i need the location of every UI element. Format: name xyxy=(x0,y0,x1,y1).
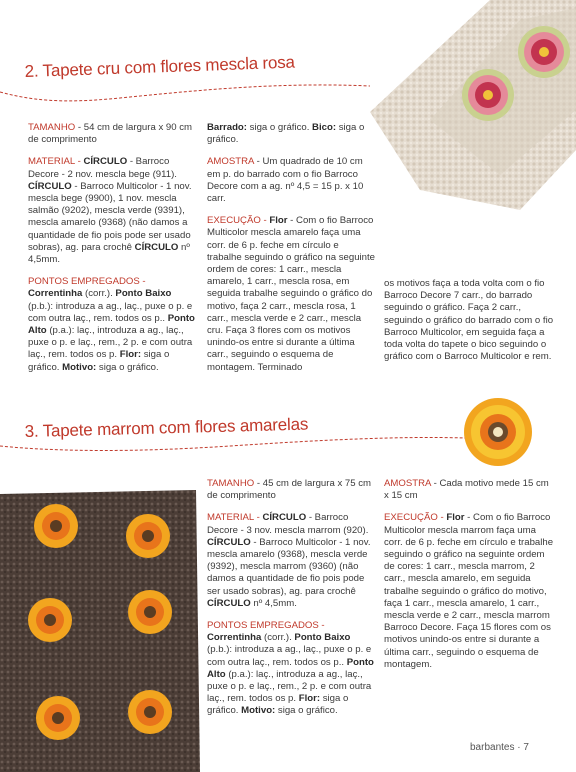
s2-barrado: Barrado: siga o gráfico. Bico: siga o gráfico. xyxy=(207,122,365,146)
yellow-flower-4 xyxy=(128,590,172,634)
s2-execucao-cont: os motivos faça a toda volta com o fio Barroco Decore 7 carr., do barrado seguindo o gráfico. Faça 2 carr., seguindo o gráfico do barrado com o fio Barroco Multicolor, em seguida faça a toda volta do tapete o bico seguindo o gráfico com o Barroco Multicolor e rem. xyxy=(384,278,554,363)
pink-flower-1 xyxy=(462,69,514,121)
s2-execucao: EXECUÇÃO - Flor - Com o fio Barroco Multicolor mescla amarelo faça uma corr. de 6 p. feche em círculo e trabalhe seguindo o gráfico na seguinte ordem de cores: 1 carr., mescla amarelo, 1 carr., mescla rosa, em seguida trabalhe seguindo o gráfico do motivo, faça 2 carr., mescla rosa, 1 carr., mescla verde e 2 carr., mescla cru. Faça 3 flores com os motivos unindo-os entre si durante a última carr., seguindo o esquema de montagem. Terminado xyxy=(207,215,376,373)
s2-pontos: PONTOS EMPREGADOS - Correntinha (corr.). Ponto Baixo (p.b.): introduza a ag., laç., puxe o p. e com outra laç., rem. todos os p.. Ponto Alto (p.a.): laç., introduza a ag., laç., puxe o p. e laç., rem., 2 p. e com outra laç., rem. todos os p. Flor: siga o gráfico. Motivo: siga o gráfico. xyxy=(28,276,195,373)
yellow-flower-photo xyxy=(462,396,534,468)
rug-brown-flowers-photo xyxy=(0,490,200,772)
page-footer xyxy=(470,742,529,753)
footer-brand: barbantes xyxy=(470,742,515,753)
section2-column-2 xyxy=(207,122,375,384)
section2-column-1 xyxy=(28,122,196,384)
yellow-flower-1 xyxy=(34,504,78,548)
page-number: 7 xyxy=(523,742,529,753)
section3-column-2 xyxy=(384,478,554,681)
s3-tamanho: TAMANHO - 45 cm de largura x 75 cm de comprimento xyxy=(207,478,372,502)
rug-pink-flowers-photo xyxy=(370,0,576,210)
section3-column-1 xyxy=(207,478,375,728)
s2-material: MATERIAL - CÍRCULO - Barroco Decore - 2 nov. mescla bege (911). CÍRCULO - Barroco Multicolor - 1 nov. mescla bege (9900), 1 nov. mescla salmão (9202), mescla verde (9391), mescla amarelo (9368) (não damos a quantidade de fio pois pode ser usado sobras), ag. para crochê CÍRCULO nº 4,5mm. xyxy=(28,156,192,266)
s3-amostra: AMOSTRA - Cada motivo mede 15 cm x 15 cm xyxy=(384,478,549,502)
yellow-flower-3 xyxy=(28,598,72,642)
s2-amostra: AMOSTRA - Um quadrado de 10 cm em p. do barrado com o fio Barroco Decore com a ag. nº 4,5 = 15 p. x 10 carr. xyxy=(207,156,364,205)
s3-material: MATERIAL - CÍRCULO - Barroco Decore - 3 nov. mescla marrom (920). CÍRCULO - Barroco Multicolor - 1 nov. mescla amarelo (9368), mescla verde (9392), mescla marrom (9360) (não damos a quantidade de fio pois pode ser usado sobras), ag. para crochê CÍRCULO nº 4,5mm. xyxy=(207,512,371,609)
section2-column-3 xyxy=(384,278,554,373)
section2-title: 2. Tapete cru com flores mescla rosa xyxy=(24,52,296,82)
s2-tamanho: TAMANHO - 54 cm de largura x 90 cm de comprimento xyxy=(28,122,193,146)
yellow-flower-5 xyxy=(36,696,80,740)
yellow-flower-2 xyxy=(126,514,170,558)
yellow-flower-6 xyxy=(128,690,172,734)
s3-execucao: EXECUÇÃO - Flor - Com o fio Barroco Multicolor mescla marrom faça uma corr. de 6 p. feche em círculo e trabalhe seguindo o gráfico na seguinte ordem de cores: 1 carr., mescla marrom, 2 carr., mescla amarelo, em seguida trabalhe seguindo o gráfico do motivo, faça 1 carr., mescla amarelo, 1 carr., mescla verde e 2 carr., mescla marrom Barroco Decore. Faça 15 flores com os motivos unindo-os entre si durante a última carr., seguindo o esquema de montagem. xyxy=(384,512,554,670)
s3-pontos: PONTOS EMPREGADOS - Correntinha (corr.). Ponto Baixo (p.b.): introduza a ag., laç., puxe o p. e com outra laç., rem. todos os p.. Ponto Alto (p.a.): laç., introduza a ag., laç., puxe o p. e laç., rem., 2 p. e com outra laç., rem. todos os p. Flor: siga o gráfico. Motivo: siga o gráfico. xyxy=(207,620,374,717)
footer-separator: · xyxy=(517,742,521,753)
section3-title: 3. Tapete marrom com flores amarelas xyxy=(24,414,309,442)
pink-flower-2 xyxy=(518,26,570,78)
